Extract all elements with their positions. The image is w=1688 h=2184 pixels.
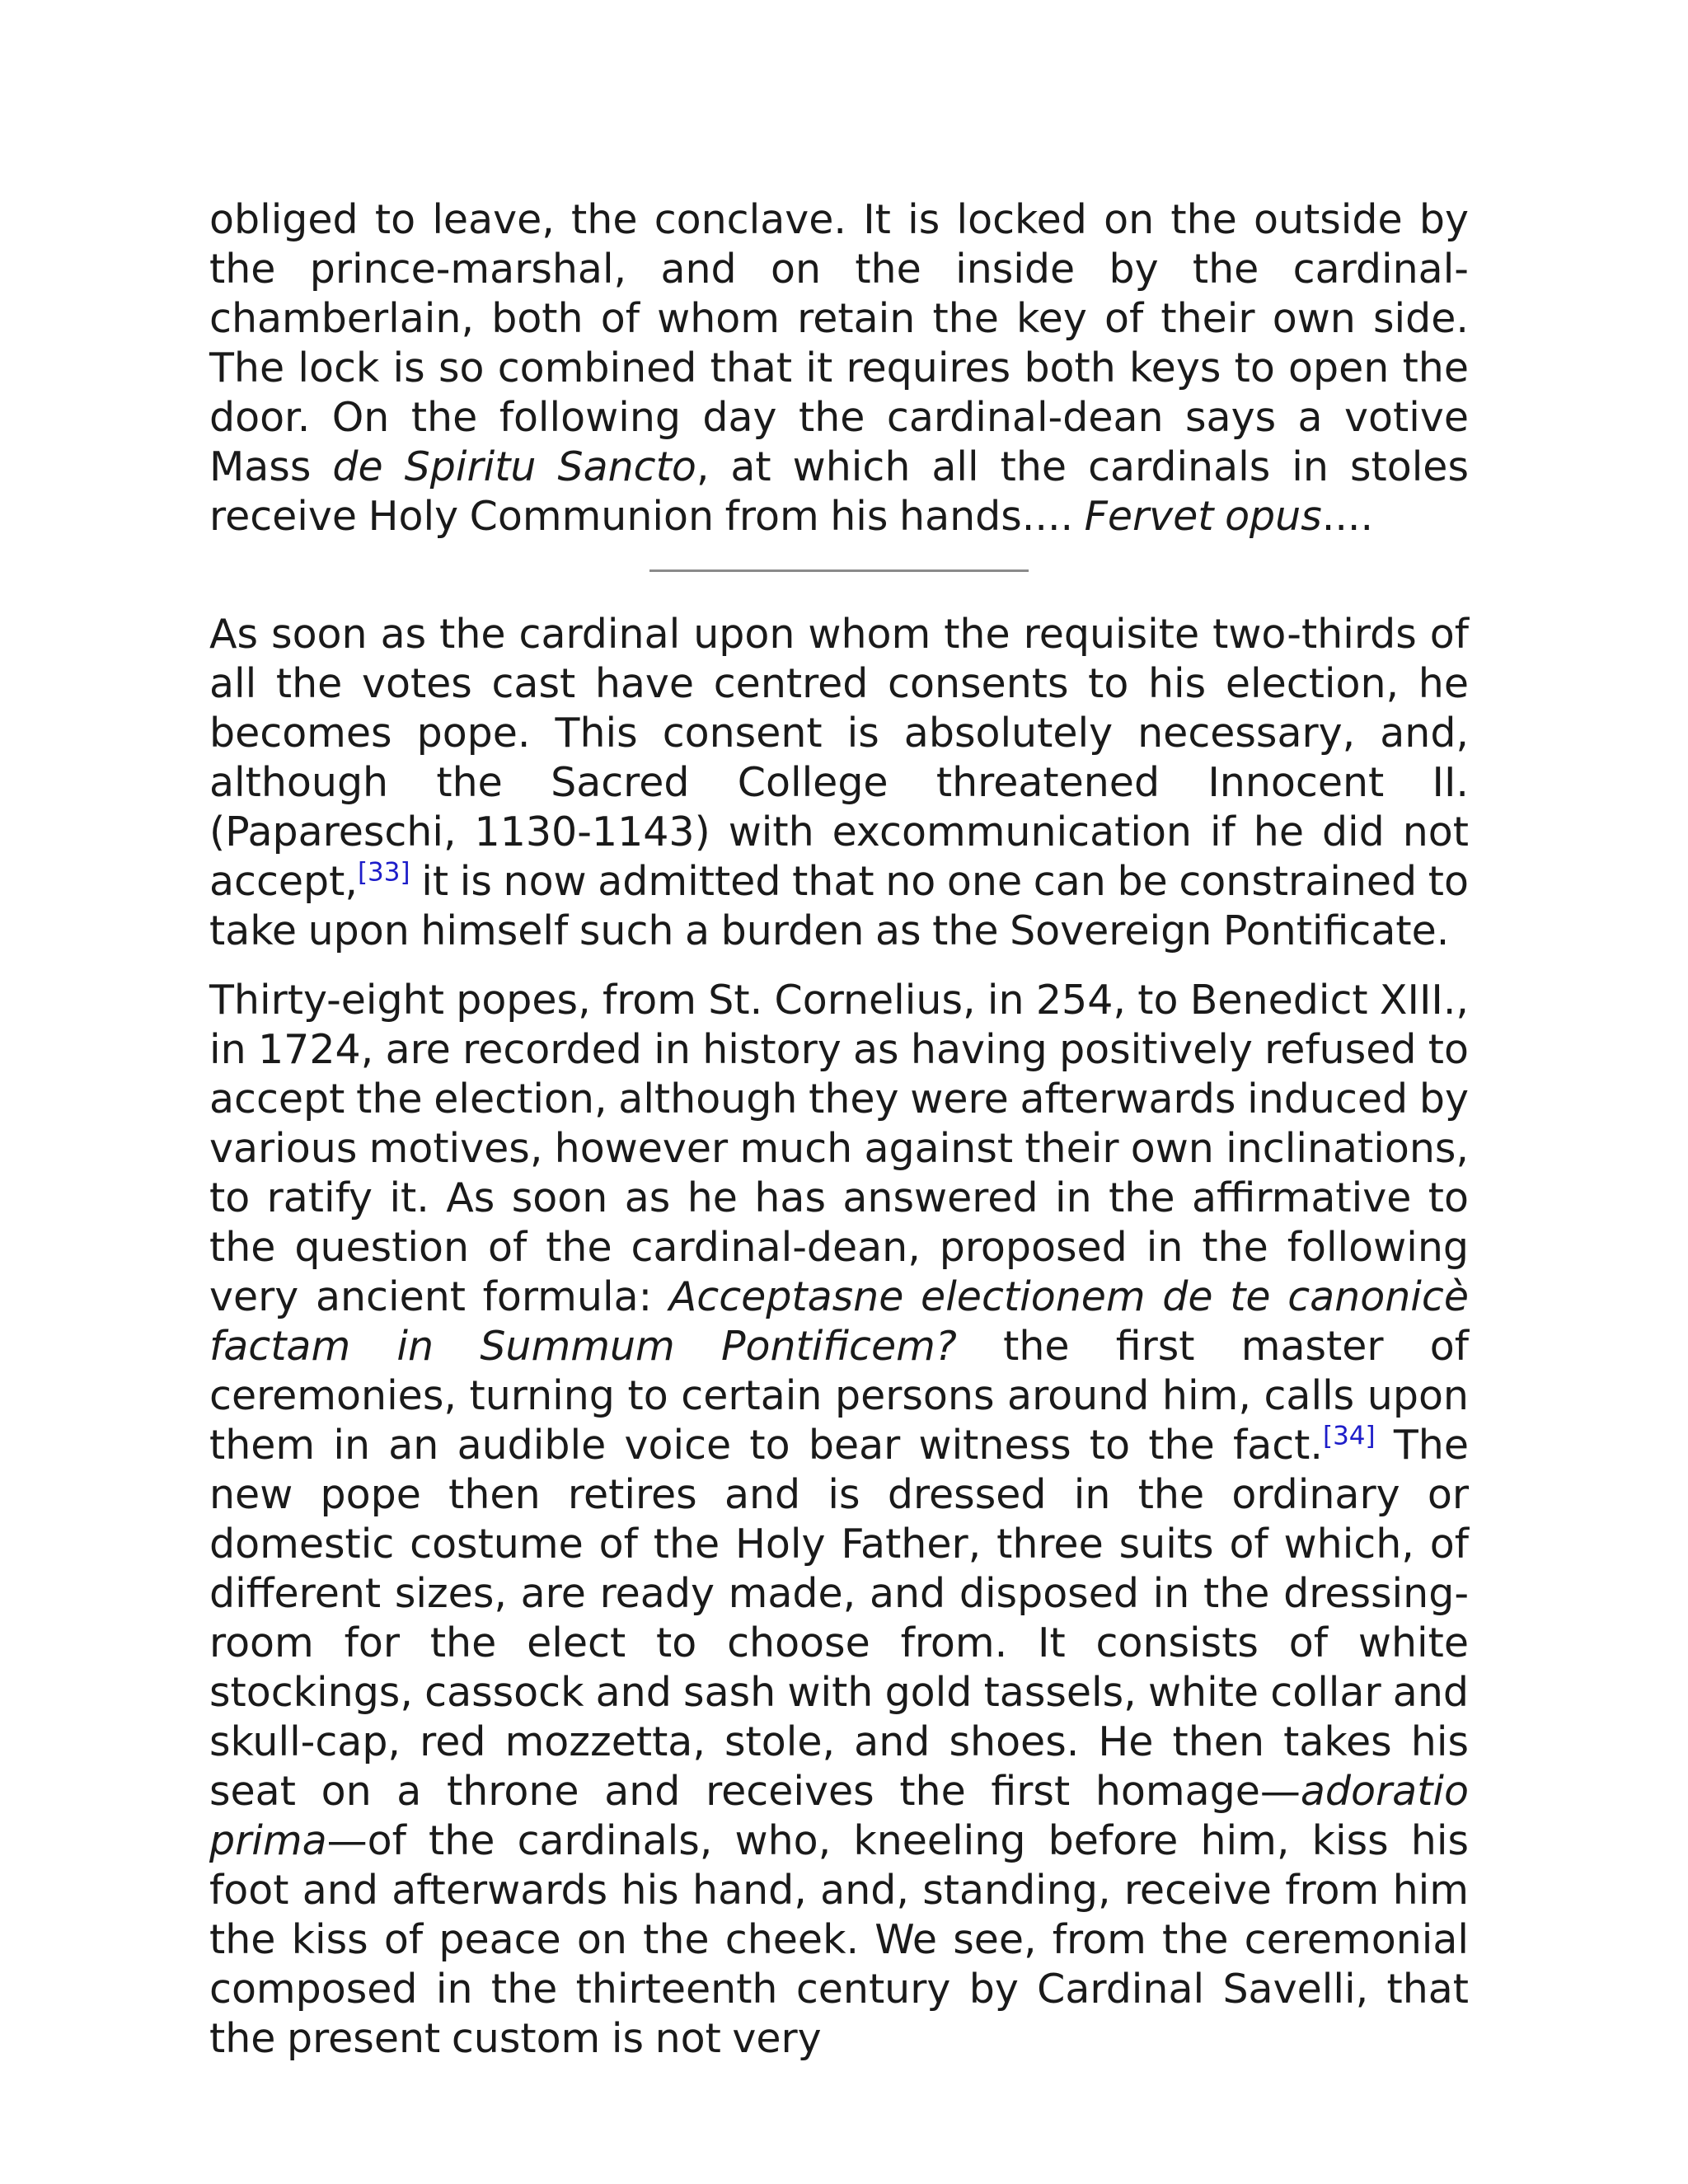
section-divider: [649, 569, 1029, 572]
text-run: ....: [1321, 493, 1374, 540]
paragraph-conclave-lock: [209, 195, 1469, 541]
page-content: [209, 195, 1469, 2064]
paragraph-consent: [209, 610, 1469, 956]
text-run: Thirty-eight popes, from St. Cornelius, in 254, to Benedict XIII., in 1724, are recorded in history as having positively refused to accept the election, although they were afterwards induced by various motives, however much against their own inclinations, to ratify it. As soon as he has answered in the affirmative to the question of the cardinal-dean, proposed in the following very ancient formula:: [209, 977, 1469, 1320]
footnote-link-33[interactable]: [33]: [357, 857, 410, 888]
italic-phrase: Fervet opus: [1084, 493, 1322, 540]
italic-phrase: adoratio prima: [209, 1768, 1469, 1864]
text-run: it is now admitted that no one can be constrained to take upon himself such a burden as the Sovereign Pontificate.: [209, 858, 1469, 954]
text-run: The new pope then retires and is dressed in the ordinary or domestic costume of the Holy Father, three suits of which, of different sizes, are ready made, and disposed in the dressing-room for the elect to choose from. It consists of white stockings, cassock and sash with gold tassels, white collar and skull-cap, red mozzetta, stole, and shoes. He then takes his seat on a throne and receives the first homage—: [209, 1422, 1469, 1815]
paragraph-refusals: [209, 976, 1469, 2064]
footnote-link-34[interactable]: [34]: [1322, 1421, 1376, 1451]
text-run: obliged to leave, the conclave. It is locked on the outside by the prince-marshal, and on the inside by the cardinal-chamberlain, both of whom retain the key of their own side. The lock is so combined that it requires both keys to open the door. On the following day the cardinal-dean says a votive Mass: [209, 196, 1469, 490]
text-run: the first master of ceremonies, turning to certain persons around him, calls upon them in an audible voice to bear witness to the fact.: [209, 1323, 1469, 1469]
text-run: —of the cardinals, who, kneeling before him, kiss his foot and afterwards his hand, and, standing, receive from him the kiss of peace on the cheek. We see, from the ceremonial composed in the thirteenth century by Cardinal Savelli, that the present custom is not very: [209, 1817, 1469, 2062]
italic-phrase: Acceptasne electionem de te canonicè factam in Summum Pontificem?: [209, 1273, 1469, 1370]
text-run: , at which all the cardinals in stoles receive Holy Communion from his hands....: [209, 443, 1469, 540]
italic-phrase: de Spiritu Sancto: [332, 443, 696, 490]
text-run: As soon as the cardinal upon whom the requisite two-thirds of all the votes cast have centred consents to his election, he becomes pope. This consent is absolutely necessary, and, although the Sacred College threatened Innocent II. (Papareschi, 1130-1143) with excommunication if he did not accept,: [209, 611, 1469, 905]
